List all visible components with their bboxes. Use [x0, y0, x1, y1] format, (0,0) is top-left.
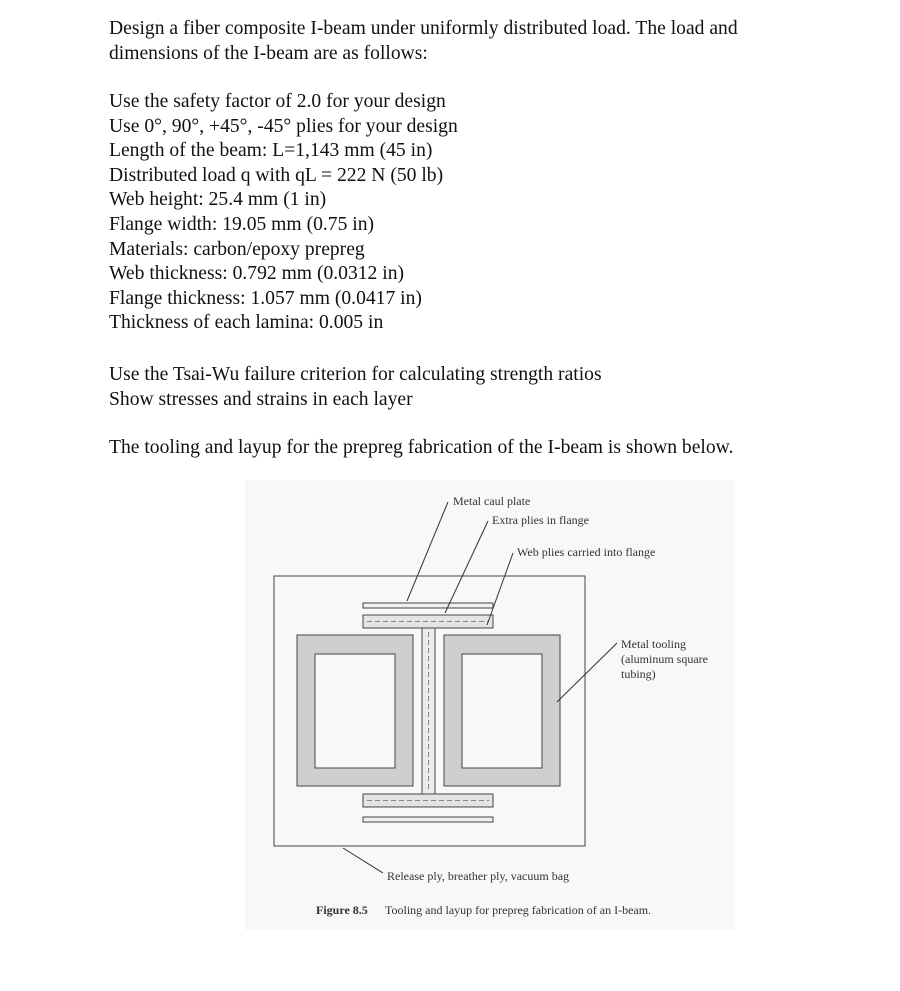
- label-extra-plies: Extra plies in flange: [492, 513, 589, 527]
- tooling-leader: [557, 643, 617, 702]
- figure-caption-text: Tooling and layup for prepreg fabrication of an I-beam.: [385, 903, 652, 917]
- release-ply-leader: [343, 848, 383, 873]
- top-caul-plate: [363, 603, 493, 608]
- param-beam-length: Length of the beam: L=1,143 mm (45 in): [109, 140, 433, 162]
- param-lamina-thickness: Thickness of each lamina: 0.005 in: [109, 312, 384, 334]
- param-ply-angles: Use 0°, 90°, +45°, -45° plies for your design: [109, 115, 458, 137]
- label-tooling-2: (aluminum square: [621, 652, 708, 666]
- intro-line-1: Design a fiber composite I-beam under uniformly distributed load. The load and: [109, 18, 738, 39]
- ibeam-tooling-diagram: [245, 480, 735, 930]
- param-web-thickness: Web thickness: 0.792 mm (0.0312 in): [109, 263, 405, 285]
- extra-plies-leader: [445, 521, 488, 613]
- caul-plate-leader: [407, 502, 448, 601]
- tooling-intro: The tooling and layup for the prepreg fabrication of the I-beam is shown below.: [109, 437, 734, 458]
- bottom-caul-plate: [363, 817, 493, 822]
- right-tooling-tube: [444, 635, 560, 786]
- design-parameters-list: [109, 90, 458, 336]
- label-tooling-3: tubing): [621, 667, 656, 681]
- param-safety-factor: Use the safety factor of 2.0 for your design: [109, 91, 446, 112]
- criteria-list: [109, 363, 602, 412]
- label-release-ply: Release ply, breather ply, vacuum bag: [387, 869, 570, 883]
- criterion-stress-strain: Show stresses and strains in each layer: [109, 388, 413, 410]
- label-tooling-1: Metal tooling: [621, 637, 686, 651]
- intro-line-2: dimensions of the I-beam are as follows:: [109, 42, 428, 64]
- intro-paragraph: [109, 17, 738, 66]
- label-caul-plate: Metal caul plate: [453, 494, 531, 508]
- label-web-plies: Web plies carried into flange: [517, 545, 656, 559]
- figure-caption-number: Figure 8.5: [316, 903, 368, 917]
- param-web-height: Web height: 25.4 mm (1 in): [109, 189, 327, 211]
- criterion-tsai-wu: Use the Tsai-Wu failure criterion for calculating strength ratios: [109, 364, 602, 385]
- ibeam-tooling-figure: [245, 480, 735, 930]
- param-flange-width: Flange width: 19.05 mm (0.75 in): [109, 213, 375, 235]
- left-tooling-tube: [297, 635, 413, 786]
- param-distributed-load: Distributed load q with qL = 222 N (50 lb): [109, 164, 444, 186]
- param-flange-thickness: Flange thickness: 1.057 mm (0.0417 in): [109, 287, 422, 309]
- web-plies-leader: [487, 553, 513, 625]
- param-materials: Materials: carbon/epoxy prepreg: [109, 238, 365, 260]
